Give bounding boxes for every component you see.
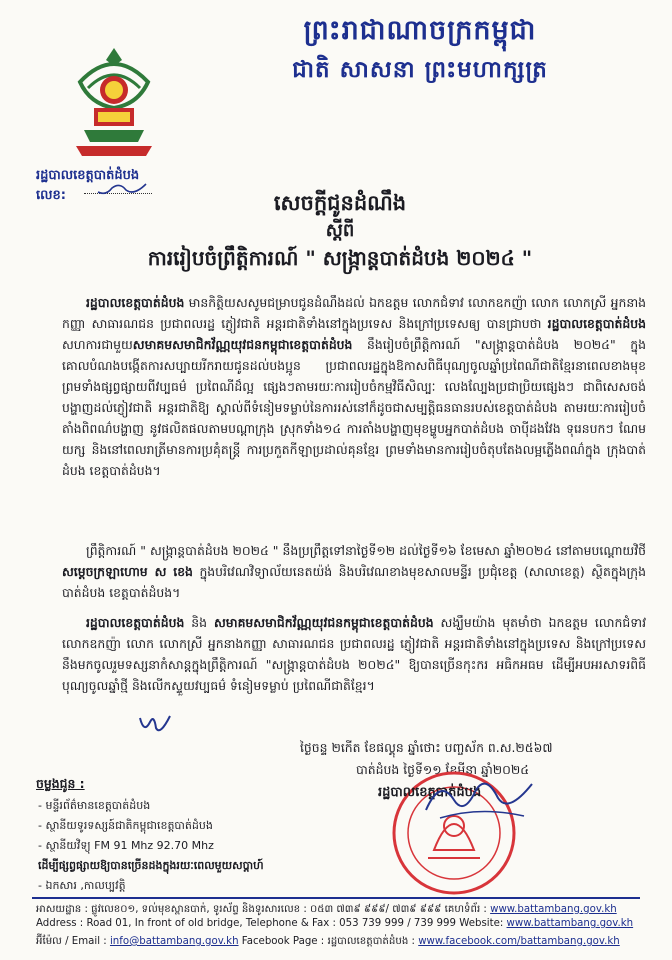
street-name: សម្តេចក្រឡាហោម ស ខេង	[62, 564, 193, 579]
office-name: រដ្ឋបាលខេត្តបាត់ដំបង	[86, 615, 185, 630]
cc-heading: ចម្លងជូន :	[36, 776, 85, 791]
footer-address-kh	[36, 902, 617, 917]
paragraph-text: នឹងរៀបចំព្រឹត្តិការណ៍ "សង្ក្រាន្តបាត់ដំបង ២០២៤" ក្នុងគោលបំណងបង្កើតការសប្បាយរីករាយជូនដល់បងប្អូន ប្រជាពលរដ្ឋក្នុងឱកាសពិធីបុណ្យចូលឆ្នាំប្រពៃណីជាតិខ្មែរនាពេលខាងមុខ ព្រមទាំងផ្សព្វផ្សាយពីវប្បធម៌ ប្រពៃណីដ៏ល្អ ផ្សេងៗតាមរយៈការរៀបចំកម្មវិធីសិល្បៈ លេងល្បែងប្រជាប្រិយផ្សេងៗ ជាពិសេសចង់បង្ហាញដល់ភ្ញៀវជាតិ អន្តរជាតិឱ្យ ស្គាល់ពីទំនៀមទម្លាប់នៃការរស់នៅក៏ដូចជាសម្បត្តិធនធានរបស់ខេត្តបាត់ដំបង តាមរយៈការរៀបចំតាំងពិពណ៌បង្ហាញ នូវផលិតផលតាមបណ្តាក្រុង ស្រុកទាំង១៤ ការតាំងបង្ហាញមុខម្ហូបអ្នកបាត់ដំបង ចាប៉ីដងវែង ទុរេនបកៗ ណែមយក្ស និងនៅពេលរាត្រីមានការប្រគុំតន្ត្រី ការប្រកួតកីឡាប្រដាល់គុនខ្មែរ ព្រមទាំងមានការរៀបចំតុបតែងលម្អភ្លើងពណ៌ក្នុង ក្រុងបាត់ដំបង ខេត្តបាត់ដំបង។	[62, 337, 646, 478]
signature	[420, 770, 540, 830]
cc-item: - ស្ថានីយទូរទស្សន៍ជាតិកម្ពុជាខេត្តបាត់ដំបង	[38, 819, 213, 832]
notice-subject: ការរៀបចំព្រឹត្តិការណ៍ " សង្ក្រាន្តបាត់ដំបង ២០២៤ "	[147, 246, 533, 270]
emblem-logo	[64, 42, 164, 162]
reference-number-label: លេខ:	[36, 188, 66, 203]
paragraph-text: សង្ឃឹមយ៉ាង មុតមាំថា ឯកឧត្តម លោកជំទាវ លោកឧកញ៉ា លោក លោកស្រី អ្នកនាងកញ្ញា សាធារណជន ប្រជាពលរដ្ឋ ភ្ញៀវជាតិ អន្តរជាតិទាំងនៅក្នុងប្រទេស និងក្រៅប្រទេសនឹងមកចូលរួមទស្សនាកំសាន្តក្នុងព្រឹត្តិការណ៍ "សង្ក្រាន្តបាត់ដំបង ២០២៤" ឱ្យបានច្រើនកុះករ អធិកអធម ដើម្បីអបអរសាទរពិធីបុណ្យចូលឆ្នាំថ្មី និងលើកស្ទួយវប្បធម៌ ទំនៀមទម្លាប់ ប្រពៃណីជាតិខ្មែរ។	[62, 615, 646, 693]
cc-item	[38, 856, 264, 876]
cc-item: - ស្ថានីយវិទ្យុ FM 91 Mhz 92.70 Mhz	[38, 839, 214, 852]
association-name: សមាគមសមាជិកវ័ណ្ណយុវជនកម្ពុជាខេត្តបាត់ដំបង	[213, 615, 434, 630]
website-link[interactable]: www.battambang.gov.kh	[490, 904, 617, 915]
paragraph-1	[62, 292, 646, 481]
website-link[interactable]: www.battambang.gov.kh	[506, 918, 634, 929]
issuing-office-label: រដ្ឋបាលខេត្តបាត់ដំបង	[36, 168, 140, 183]
handwritten-initials	[136, 712, 176, 738]
footer-text: អាសយដ្ឋាន : ផ្លូវលេខ០១, ទល់មុខស្ពានបាក់, ទូរស័ព្ទ និងទូរសារលេខ : ០៥៣ ៧៣៩ ៩៩៩/ ៧៣៩ ៩៩៩ គេហទំព័រ :	[36, 904, 487, 915]
footer-address-en	[36, 918, 633, 929]
cc-item-note: ដើម្បីផ្សព្វផ្សាយឱ្យបានច្រើនដងក្នុងរយៈពេលមួយសប្តាហ៍	[38, 859, 264, 872]
paragraph-text: និង	[184, 615, 214, 630]
kingdom-title: ព្រះរាជាណាចក្រកម្ពុជា	[303, 15, 537, 46]
signing-office: រដ្ឋបាលខេត្តបាត់ដំបង	[378, 785, 482, 800]
notice-title: សេចក្តីជូនដំណឹង	[273, 190, 407, 215]
cc-item: - មន្ទីរព័ត៌មានខេត្តបាត់ដំបង	[38, 799, 151, 812]
solar-date: បាត់ដំបង ថ្ងៃទី១១ ខែមីនា ឆ្នាំ២០២៤	[356, 762, 530, 777]
paragraph-text: ក្នុងបរិវេណវិទ្យាល័យនេតយ៉ង់ និងបរិវេណខាងមុខសាលមន្ទីរ ប្រជុំខេត្ត (សាលាខេត្ត) ស្ថិតក្នុងក្រុងបាត់ដំបង ខេត្តបាត់ដំបង។	[62, 564, 646, 600]
paragraph-text: មានកិត្តិយសសូមជម្រាបជូនដំណឹងដល់ ឯកឧត្តម លោកជំទាវ លោកឧកញ៉ា លោក លោកស្រី អ្នកនាងកញ្ញា សាធារណជន ប្រជាពលរដ្ឋ ភ្ញៀវជាតិ អន្តរជាតិទាំងនៅក្នុងប្រទេស និងក្រៅប្រទេសឲ្យ បានជ្រាបថា	[62, 295, 646, 331]
footer-text: Address : Road 01, In front of old bridge, Telephone & Fax : 053 739 999 / 739 999 Website:	[36, 918, 504, 929]
lunar-date: ថ្ងៃចន្ទ ២កើត ខែផល្គុន ឆ្នាំថោះ បញ្ចស័ក ព.ស.២៥៦៧	[300, 740, 553, 755]
paragraph-text: ព្រឹត្តិការណ៍ " សង្ក្រាន្តបាត់ដំបង ២០២៤ " នឹងប្រព្រឹត្តទៅនាថ្ងៃទី១២ ដល់ថ្ងៃទី១៦ ខែមេសា ឆ្នាំ២០២៤ នៅតាមបណ្តោយវិថី	[86, 543, 646, 558]
paragraph-text: សហការជាមួយ	[62, 337, 133, 352]
footer-divider	[32, 897, 640, 899]
association-name: សមាគមសមាជិកវ័ណ្ណយុវជនកម្ពុជាខេត្តបាត់ដំបង	[132, 337, 353, 352]
cc-item: - ឯកសារ ,កាលប្បវត្តិ	[38, 879, 126, 892]
office-name: រដ្ឋបាលខេត្តបាត់ដំបង	[86, 295, 185, 310]
paragraph-2	[62, 540, 646, 603]
footer-contact	[36, 934, 620, 949]
footer-text: Facebook Page : រដ្ឋបាលខេត្តបាត់ដំបង :	[241, 936, 415, 947]
email-link[interactable]: info@battambang.gov.kh	[109, 936, 239, 947]
cc-list	[38, 796, 264, 896]
facebook-link[interactable]: www.facebook.com/battambang.gov.kh	[418, 936, 620, 947]
notice-subject-label: ស្តីពី	[325, 220, 355, 241]
paragraph-3	[62, 612, 646, 696]
footer-text: អ៊ីម៉ែល / Email :	[36, 936, 107, 947]
office-name: រដ្ឋបាលខេត្តបាត់ដំបង	[547, 316, 646, 331]
national-motto: ជាតិ សាសនា ព្រះមហាក្សត្រ	[292, 56, 548, 83]
